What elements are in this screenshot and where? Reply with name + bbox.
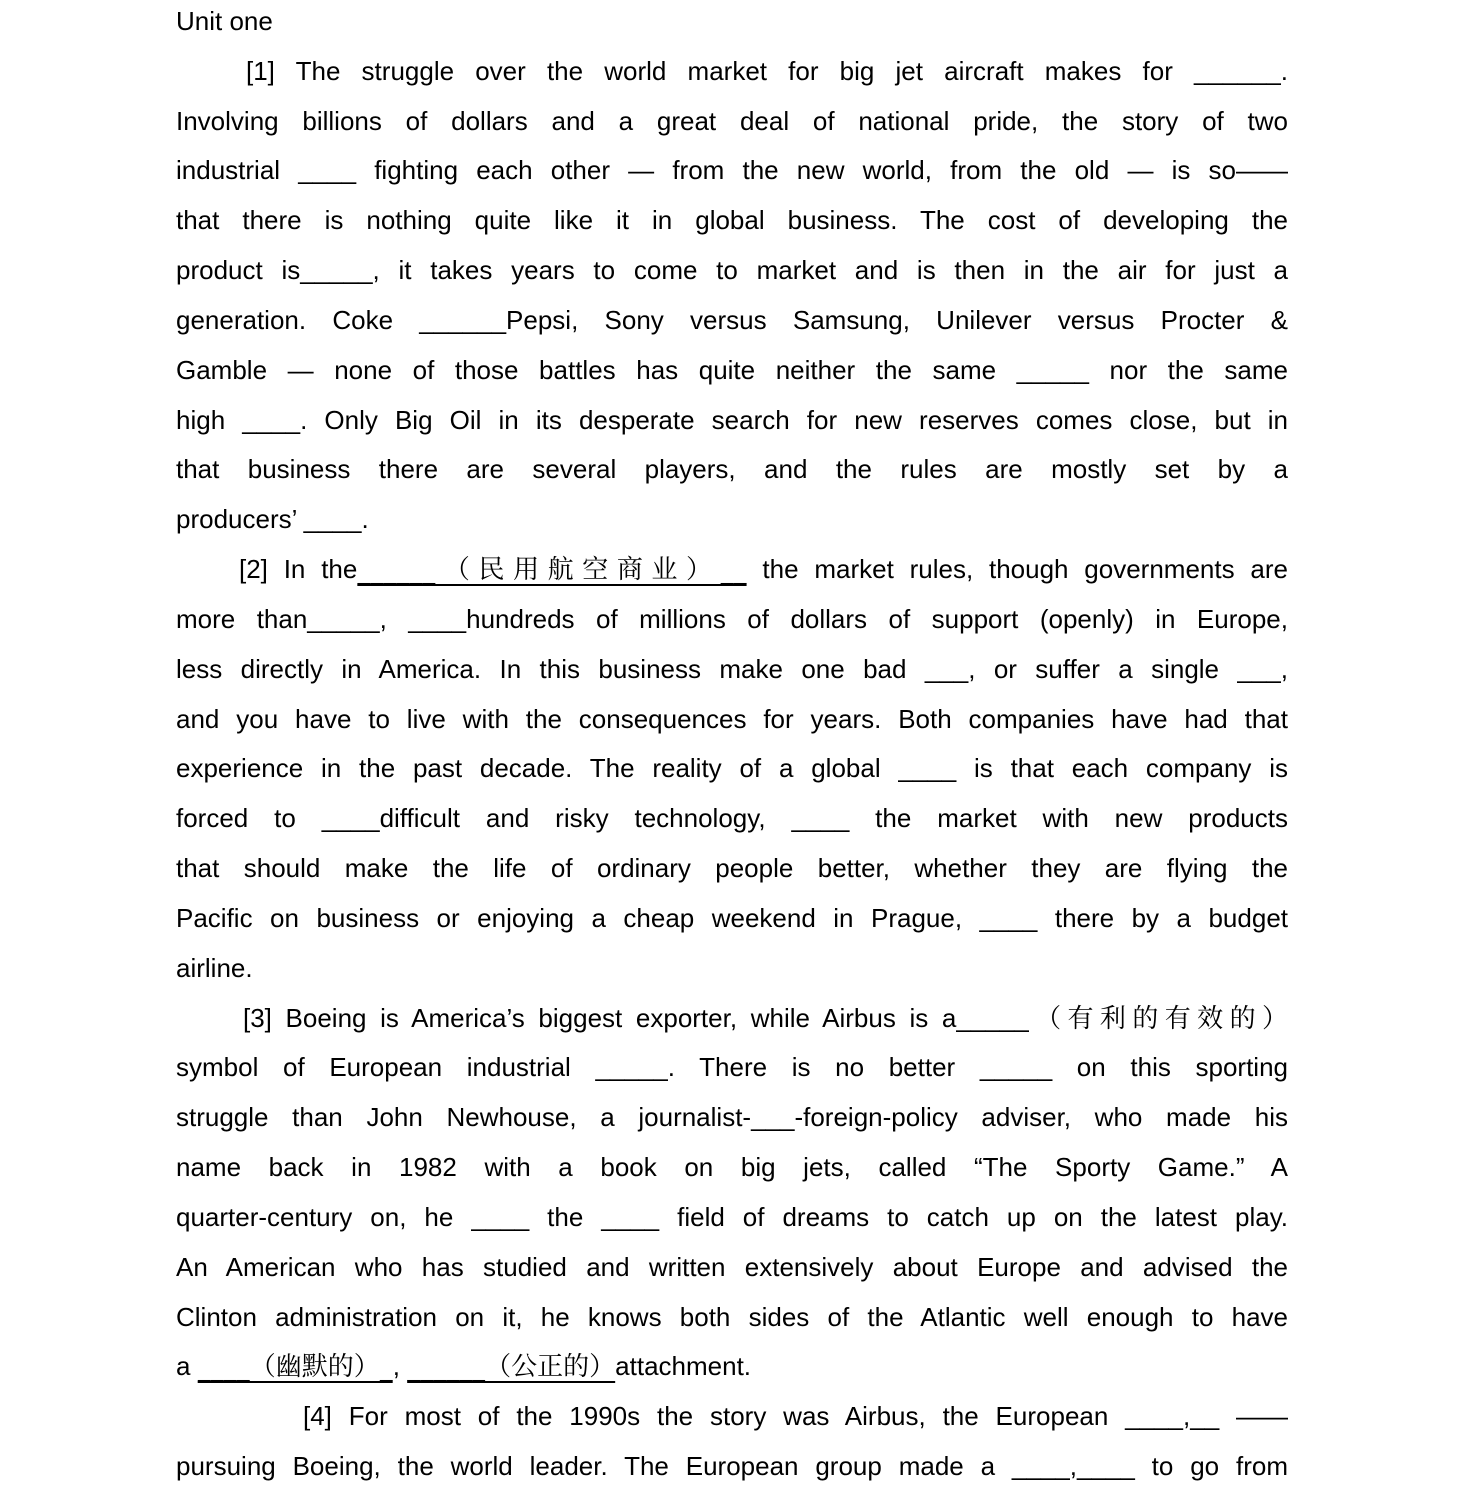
text-line [176,1193,1288,1243]
text-segment: [4] For most of the 1990s the story was Airbus, the European ____,__ —— [303,1401,1288,1432]
text-segment: airline. [176,952,253,983]
text-segment: high ____. Only Big Oil in its desperate search for new reserves comes close, but in [176,404,1288,435]
text-segment: struggle than John Newhouse, a journalist-___-foreign-policy adviser, who made his [176,1102,1288,1133]
text-segment: An American who has studied and written extensively about Europe and advised the [176,1251,1288,1282]
text-segment: , [392,1351,408,1382]
text-segment: Pacific on business or enjoying a cheap weekend in Prague, ____ there by a budget [176,902,1288,933]
text-segment: industrial ____ fighting each other — from the new world, from the old — is so—— [176,155,1288,186]
text-line [176,794,1288,844]
paragraph-4 [176,1392,1288,1492]
text-segment: that should make the life of ordinary people better, whether they are flying the [176,853,1288,884]
text-line [176,844,1288,894]
text-line [176,1392,1288,1442]
text-line [176,894,1288,944]
text-line [176,396,1288,446]
text-segment: less directly in America. In this business make one bad ___, or suffer a single ___, [176,653,1288,684]
text-line [176,1293,1288,1343]
text-line [176,944,1288,994]
text-line [176,595,1288,645]
text-line [176,196,1288,246]
text-line [176,545,1288,595]
paragraph-2 [176,545,1288,993]
blank-with-chinese-hint: ______（公正的） [407,1352,616,1383]
text-line [176,695,1288,745]
text-line [176,296,1288,346]
text-line [176,1043,1288,1093]
text-segment: experience in the past decade. The reality of a global ____ is that each company is [176,753,1288,784]
text-line [176,1342,1288,1392]
document-body [176,0,1288,1492]
text-line [176,994,1288,1044]
text-line [176,445,1288,495]
text-segment: that there is nothing quite like it in global business. The cost of developing the [176,205,1288,236]
text-segment: Clinton administration on it, he knows both sides of the Atlantic well enough to have [176,1301,1288,1332]
text-line [176,97,1288,147]
text-segment: producers’ ____. [176,504,369,535]
document-title: Unit one [176,6,273,36]
text-segment: that business there are several players, and the rules are mostly set by a [176,454,1288,485]
text-line [176,1143,1288,1193]
text-segment: quarter-century on, he ____ the ____ field of dreams to catch up on the latest play. [176,1201,1288,1232]
text-segment: forced to ____difficult and risky technology, ____ the market with new products [176,803,1288,834]
paragraph-1 [176,47,1288,545]
text-segment: and you have to live with the consequences for years. Both companies have had that [176,703,1288,734]
text-line [176,47,1288,97]
text-line [176,1093,1288,1143]
text-segment: [3] Boeing is America’s biggest exporter, while Airbus is a_____ [243,1002,1029,1033]
text-line [176,346,1288,396]
text-segment: Involving billions of dollars and a great deal of national pride, the story of two [176,105,1288,136]
text-line [176,1243,1288,1293]
text-segment: more than_____, ____hundreds of millions of dollars of support (openly) in Europe, [176,603,1288,634]
text-segment: name back in 1982 with a book on big jets, called “The Sporty Game.” A [176,1152,1288,1183]
paragraph-3 [176,994,1288,1393]
text-line [176,246,1288,296]
text-segment: [2] In the [239,554,358,585]
text-segment: symbol of European industrial _____. There is no better _____ on this sporting [176,1052,1288,1083]
text-line [176,1442,1288,1492]
text-segment: Gamble — none of those battles has quite neither the same _____ nor the same [176,354,1288,385]
text-segment: pursuing Boeing, the world leader. The European group made a ____,____ to go from [176,1451,1288,1482]
blank-with-chinese-hint: ____（幽默的）_ [197,1352,393,1383]
text-segment: generation. Coke ______Pepsi, Sony versus Samsung, Unilever versus Procter & [176,304,1288,335]
text-line [176,495,1288,545]
blank-with-chinese-hint: ______（民用航空商业）__ [357,555,747,586]
chinese-annotation: （有利的有效的） [1028,1003,1288,1034]
text-segment: attachment. [615,1351,752,1382]
text-segment: a [176,1351,198,1382]
text-line [176,146,1288,196]
text-segment: product is_____, it takes years to come to market and is then in the air for just a [176,255,1288,286]
text-line [176,744,1288,794]
text-segment: the market rules, though governments are [746,554,1288,585]
text-line [176,645,1288,695]
text-segment: [1] The struggle over the world market for big jet aircraft makes for ______. [246,55,1288,86]
